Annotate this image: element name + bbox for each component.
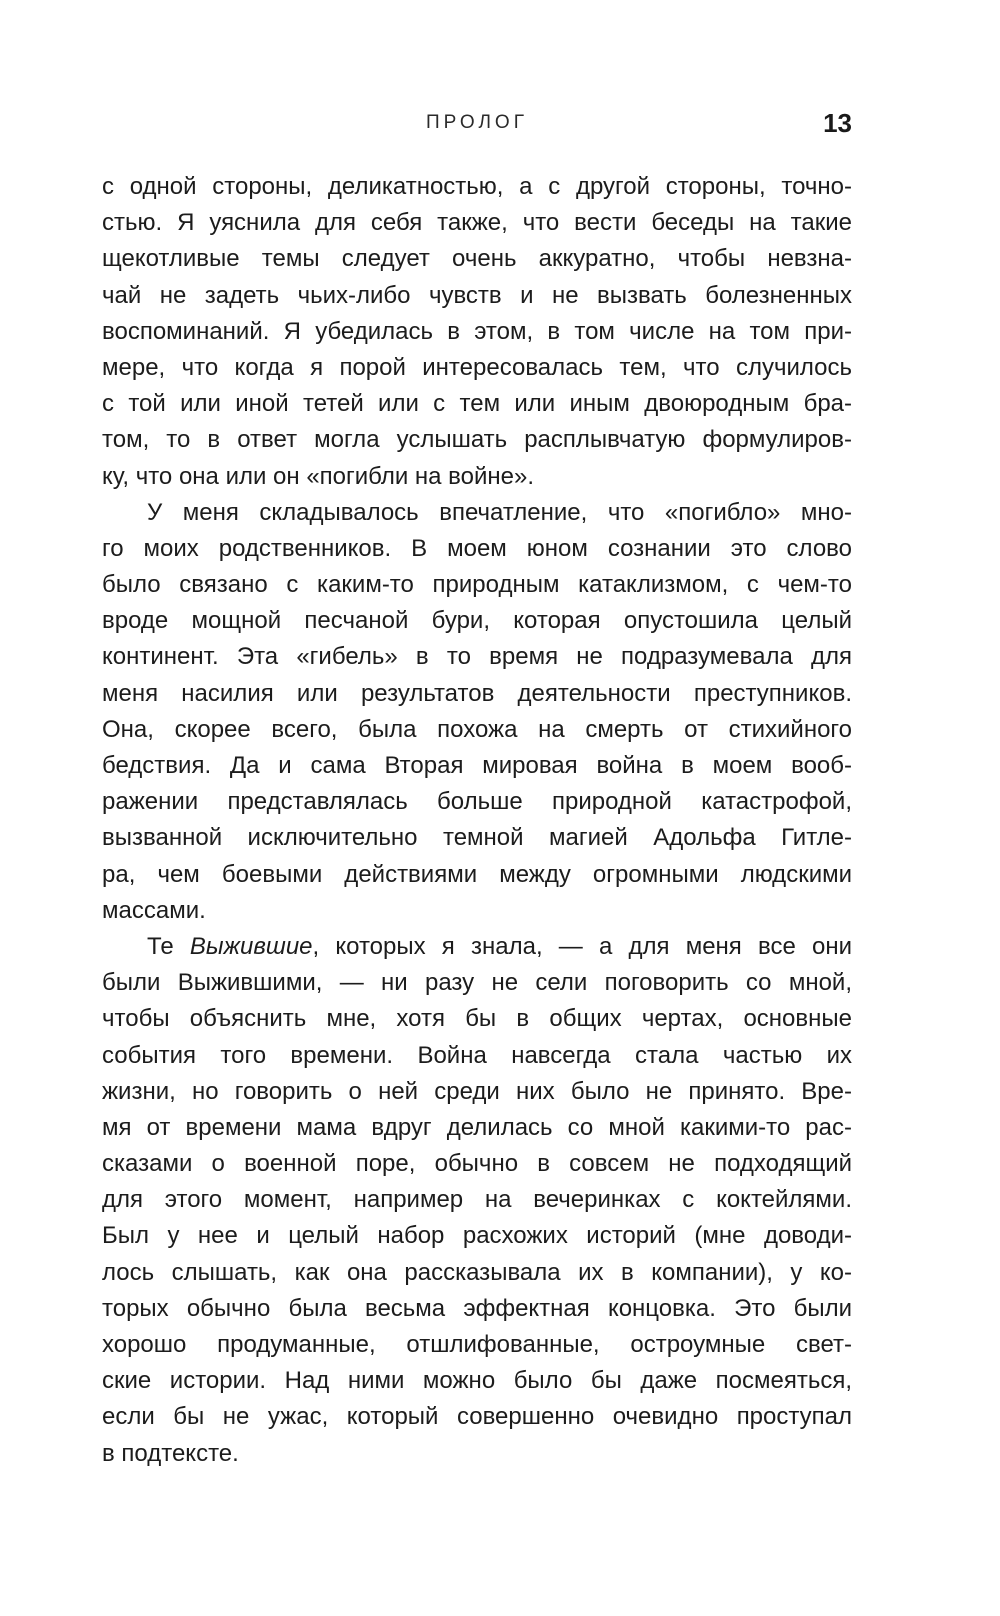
text-line: Был у нее и целый набор расхожих историй (мне доводи- [102,1222,852,1250]
text-line: стью. Я уяснила для себя также, что вести беседы на такие [102,209,852,237]
text-line: чтобы объяснить мне, хотя бы в общих чертах, основные [102,1005,852,1033]
text-line: воспоминаний. Я убедилась в этом, в том числе на том при- [102,317,852,345]
paragraph-2 [102,495,852,929]
text-line: сказами о военной поре, обычно в совсем не подходящий [102,1150,852,1178]
text-line [102,929,852,965]
paragraph-3 [102,929,852,1472]
text-line: мере, что когда я порой интересовалась тем, что случилось [102,353,852,381]
text-line: массами. [102,896,206,924]
italic-term: Выжившие [189,932,313,960]
text-line: хорошо продуманные, отшлифованные, остроумные свет- [102,1331,852,1358]
text-fragment: , которых я знала, — а для меня все они [312,932,852,960]
text-line: мя от времени мама вдруг делилась со мной какими-то рас- [102,1113,852,1141]
running-head [102,108,852,148]
text-line: в подтексте. [102,1439,239,1467]
text-line: с той или иной тетей или с тем или иным двоюродным бра- [102,390,852,418]
text-line: ра, чем боевыми действиями между огромными людскими [102,860,852,888]
page-number: 13 [823,108,852,138]
text-line: меня насилия или результатов деятельности преступников. [102,679,852,707]
text-line: том, то в ответ могла услышать расплывчатую формулиров- [102,426,852,454]
section-title: ПРОЛОГ [425,112,528,133]
text-line: торых обычно была весьма эффектная концовка. Это были [102,1294,852,1322]
text-line: события того времени. Война навсегда стала частью их [102,1041,852,1069]
text-line: если бы не ужас, который совершенно очевидно проступал [102,1403,852,1431]
text-line: континент. Эта «гибель» в то время не подразумевала для [102,643,852,671]
text-line: чай не задеть чьих-либо чувств и не вызвать болезненных [102,281,852,309]
text-line: Она, скорее всего, была похожа на смерть от стихийного [102,715,852,743]
text-fragment: Те [147,932,190,960]
text-line: жизни, но говорить о ней среди них было не принято. Вре- [102,1077,852,1105]
text-line: с одной стороны, деликатностью, а с другой стороны, точно- [102,173,852,200]
paragraph-1 [102,169,852,495]
text-line: ражении представлялась больше природной катастрофой, [102,788,852,816]
text-line: ские истории. Над ними можно было бы даже посмеяться, [102,1367,852,1395]
text-line: бедствия. Да и сама Вторая мировая война в моем вооб- [102,752,852,779]
text-line: для этого момент, например на вечеринках с коктейлями. [102,1186,852,1214]
text-line: вызванной исключительно темной магией Адольфа Гитле- [102,824,852,852]
text-line: го моих родственников. В моем юном сознании это слово [102,534,852,562]
body-text [102,169,852,1472]
text-line: было связано с каким-то природным катаклизмом, с чем-то [102,571,852,599]
text-line: вроде мощной песчаной бури, которая опустошила целый [102,607,852,635]
text-line: лось слышать, как она рассказывала их в компании), у ко- [102,1258,852,1286]
text-line: были Выжившими, — ни разу не сели поговорить со мной, [102,969,852,997]
text-line: щекотливые темы следует очень аккуратно, чтобы невзна- [102,245,852,273]
text-line: ку, что она или он «погибли на войне». [102,462,535,490]
text-line: У меня складывалось впечатление, что «погибло» мно- [147,498,852,526]
